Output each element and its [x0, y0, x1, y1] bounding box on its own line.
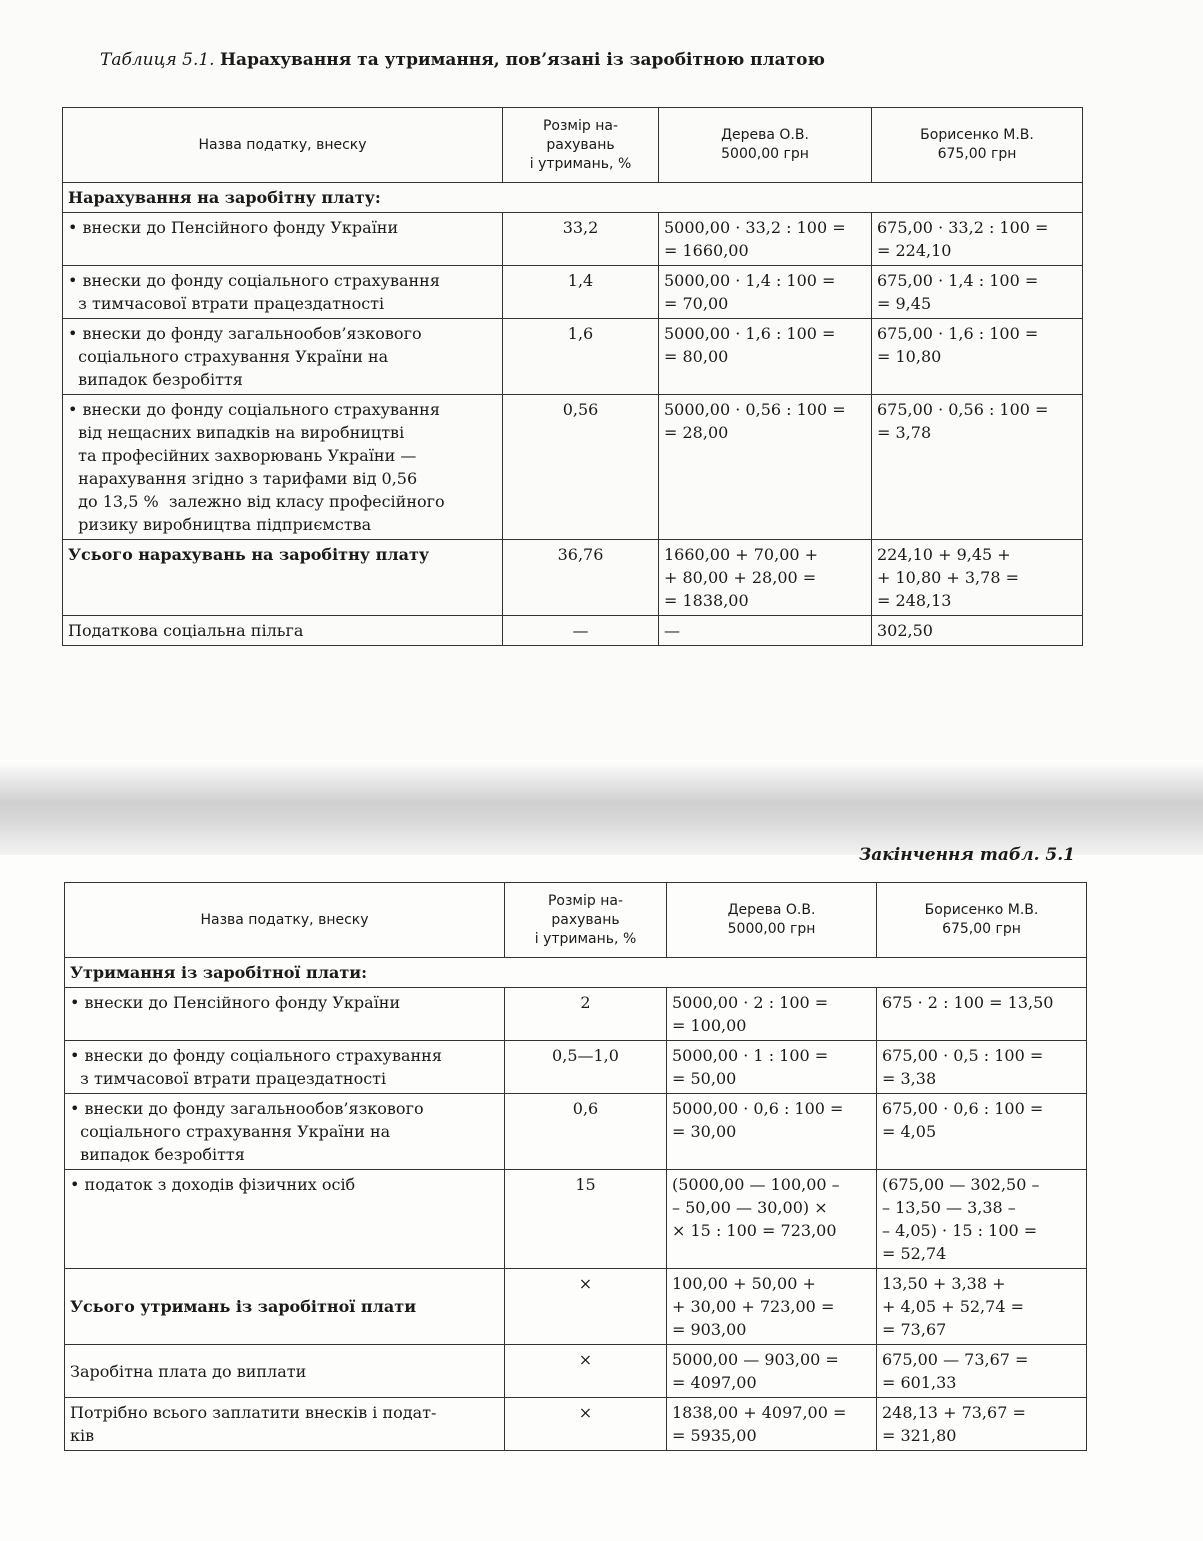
total-dereva: 100,00 + 50,00 + + 30,00 + 723,00 = = 903,00 [667, 1269, 877, 1345]
benefit-rate: — [503, 616, 659, 646]
row-name: • внески до Пенсійного фонду України [63, 213, 503, 266]
table-caption [100, 50, 825, 70]
benefit-row [63, 616, 1083, 646]
total-dereva: 1660,00 + 70,00 + + 80,00 + 28,00 = = 1838,00 [659, 540, 872, 616]
section-title: Утримання із заробітної плати: [65, 958, 1087, 988]
pay-total-dereva: 1838,00 + 4097,00 = = 5935,00 [667, 1398, 877, 1451]
table-row [65, 1170, 1087, 1269]
row-dereva: 5000,00 · 33,2 : 100 = = 1660,00 [659, 213, 872, 266]
row-rate: 15 [505, 1170, 667, 1269]
row-name: • внески до фонду соціального страхування з тимчасової втрати працездатності [65, 1041, 505, 1094]
table-caption-title: Нарахування та утримання, пов’язані із заробітною платою [220, 50, 825, 70]
table-row [63, 319, 1083, 395]
table-row [65, 988, 1087, 1041]
salary-dereva: 5000,00 — 903,00 = = 4097,00 [667, 1345, 877, 1398]
header-dereva: Дерева О.В. 5000,00 грн [667, 883, 877, 958]
row-dereva: 5000,00 · 0,56 : 100 = = 28,00 [659, 395, 872, 540]
row-borysenko: 675,00 · 0,6 : 100 = = 4,05 [877, 1094, 1087, 1170]
row-name: • податок з доходів фізичних осіб [65, 1170, 505, 1269]
table-caption-number: Таблиця 5.1. [100, 50, 215, 70]
row-rate: 33,2 [503, 213, 659, 266]
deductions-table [64, 882, 1087, 1451]
row-borysenko: (675,00 — 302,50 – – 13,50 — 3,38 – – 4,05) · 15 : 100 = = 52,74 [877, 1170, 1087, 1269]
pay-total-borysenko: 248,13 + 73,67 = = 321,80 [877, 1398, 1087, 1451]
total-name: Усього нарахувань на заробітну плату [63, 540, 503, 616]
total-row [65, 1269, 1087, 1345]
pay-total-rate: × [505, 1398, 667, 1451]
row-borysenko: 675,00 · 1,6 : 100 = = 10,80 [872, 319, 1083, 395]
total-row [63, 540, 1083, 616]
table-row [63, 266, 1083, 319]
total-rate: 36,76 [503, 540, 659, 616]
salary-row [65, 1345, 1087, 1398]
header-borysenko: Борисенко М.В. 675,00 грн [872, 108, 1083, 183]
row-name: • внески до фонду загальнообов’язкового соціального страхування України на випадок безробіття [63, 319, 503, 395]
row-rate: 0,56 [503, 395, 659, 540]
total-borysenko: 13,50 + 3,38 + + 4,05 + 52,74 = = 73,67 [877, 1269, 1087, 1345]
benefit-borysenko: 302,50 [872, 616, 1083, 646]
table-header-row [65, 883, 1087, 958]
total-rate: × [505, 1269, 667, 1345]
pay-total-name: Потрібно всього заплатити внесків і подат- ків [65, 1398, 505, 1451]
row-dereva: 5000,00 · 1,4 : 100 = = 70,00 [659, 266, 872, 319]
benefit-dereva: — [659, 616, 872, 646]
row-name: • внески до фонду соціального страхування з тимчасової втрати працездатності [63, 266, 503, 319]
salary-borysenko: 675,00 — 73,67 = = 601,33 [877, 1345, 1087, 1398]
row-borysenko: 675,00 · 33,2 : 100 = = 224,10 [872, 213, 1083, 266]
row-rate: 1,6 [503, 319, 659, 395]
row-borysenko: 675,00 · 0,5 : 100 = = 3,38 [877, 1041, 1087, 1094]
header-rate: Розмір на- рахувань і утримань, % [505, 883, 667, 958]
salary-rate: × [505, 1345, 667, 1398]
page-fold-shadow [0, 760, 1203, 855]
row-dereva: 5000,00 · 2 : 100 = = 100,00 [667, 988, 877, 1041]
table-row [63, 395, 1083, 540]
section-row [63, 183, 1083, 213]
table-continuation-caption: Закінчення табл. 5.1 [859, 845, 1075, 865]
row-rate: 2 [505, 988, 667, 1041]
header-rate: Розмір на- рахувань і утримань, % [503, 108, 659, 183]
total-borysenko: 224,10 + 9,45 + + 10,80 + 3,78 = = 248,13 [872, 540, 1083, 616]
row-rate: 0,5—1,0 [505, 1041, 667, 1094]
salary-name: Заробітна плата до виплати [65, 1345, 505, 1398]
table-header-row [63, 108, 1083, 183]
table-row [63, 213, 1083, 266]
row-dereva: (5000,00 — 100,00 – – 50,00 — 30,00) × × 15 : 100 = 723,00 [667, 1170, 877, 1269]
row-dereva: 5000,00 · 0,6 : 100 = = 30,00 [667, 1094, 877, 1170]
table-row [65, 1094, 1087, 1170]
section-title: Нарахування на заробітну плату: [63, 183, 1083, 213]
row-dereva: 5000,00 · 1,6 : 100 = = 80,00 [659, 319, 872, 395]
benefit-name: Податкова соціальна пільга [63, 616, 503, 646]
row-rate: 1,4 [503, 266, 659, 319]
pay-total-row [65, 1398, 1087, 1451]
header-tax-name: Назва податку, внеску [65, 883, 505, 958]
row-borysenko: 675,00 · 1,4 : 100 = = 9,45 [872, 266, 1083, 319]
table-row [65, 1041, 1087, 1094]
header-dereva: Дерева О.В. 5000,00 грн [659, 108, 872, 183]
row-dereva: 5000,00 · 1 : 100 = = 50,00 [667, 1041, 877, 1094]
header-tax-name: Назва податку, внеску [63, 108, 503, 183]
row-borysenko: 675 · 2 : 100 = 13,50 [877, 988, 1087, 1041]
header-borysenko: Борисенко М.В. 675,00 грн [877, 883, 1087, 958]
row-rate: 0,6 [505, 1094, 667, 1170]
accruals-table [62, 107, 1083, 646]
row-name: • внески до фонду загальнообов’язкового соціального страхування України на випадок безробіття [65, 1094, 505, 1170]
total-name: Усього утримань із заробітної плати [65, 1269, 505, 1345]
row-name: • внески до Пенсійного фонду України [65, 988, 505, 1041]
section-row [65, 958, 1087, 988]
row-borysenko: 675,00 · 0,56 : 100 = = 3,78 [872, 395, 1083, 540]
row-name: • внески до фонду соціального страхування від нещасних випадків на виробництві та професійних захворювань України — нарахування згідно з тарифами від 0,56 до 13,5 % залежно від класу професійного ризику виробництва підприємства [63, 395, 503, 540]
